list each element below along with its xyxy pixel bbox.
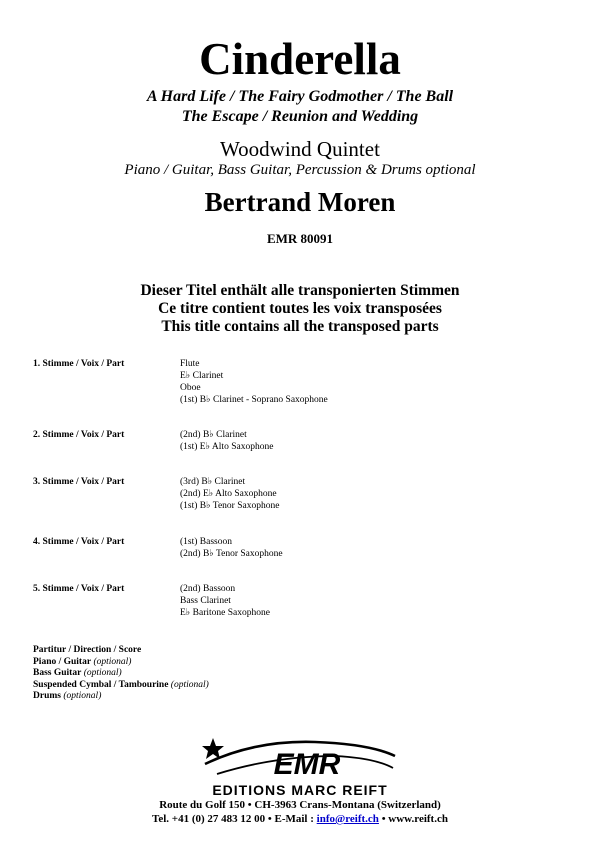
instrument-item: (3rd) B♭ Clarinet xyxy=(180,477,246,487)
instrument-item: (1st) B♭ Clarinet - Soprano Saxophone xyxy=(180,395,328,405)
publisher-address: Route du Golf 150 • CH-3963 Crans-Montana (Switzerland) xyxy=(159,799,441,811)
extra-item: Piano / Guitar (optional) xyxy=(33,656,132,667)
ensemble-label: Woodwind Quintet xyxy=(220,137,380,161)
instrument-item: (2nd) B♭ Tenor Saxophone xyxy=(180,549,283,559)
transposed-notice-en: This title contains all the transposed parts xyxy=(161,318,439,335)
part-3-instruments xyxy=(180,476,279,512)
transposed-notice-fr: Ce titre contient toutes les voix transposées xyxy=(158,300,442,317)
extra-item: Suspended Cymbal / Tambourine (optional) xyxy=(33,679,209,690)
instrument-item: Oboe xyxy=(180,383,201,393)
logo-emr-text: EMR xyxy=(273,748,341,781)
page-title: Cinderella xyxy=(199,34,401,84)
instrument-item: (2nd) Bassoon xyxy=(180,584,236,594)
logo-publisher-name: EDITIONS MARC REIFT xyxy=(212,782,388,798)
contact-phone: Tel. +41 (0) 27 483 12 00 • E-Mail : xyxy=(152,813,317,825)
publisher-contact xyxy=(0,812,600,826)
part-4-instruments xyxy=(180,536,283,560)
extra-item: Bass Guitar (optional) xyxy=(33,668,122,679)
part-2-label: 2. Stimme / Voix / Part xyxy=(33,430,125,440)
part-1-label: 1. Stimme / Voix / Part xyxy=(33,359,125,369)
instrument-item: (1st) E♭ Alto Saxophone xyxy=(180,442,274,452)
instrument-item: E♭ Clarinet xyxy=(180,371,224,381)
instrument-item: Flute xyxy=(180,359,200,369)
instrument-item: (2nd) B♭ Clarinet xyxy=(180,430,247,440)
transposed-notice-de: Dieser Titel enthält alle transponierten Stimmen xyxy=(140,282,460,299)
part-3-label: 3. Stimme / Voix / Part xyxy=(33,477,125,487)
movements-line-2: The Escape / Reunion and Wedding xyxy=(181,108,419,125)
publisher-logo xyxy=(165,734,435,798)
instrument-item: (2nd) E♭ Alto Saxophone xyxy=(180,489,277,499)
score-and-optional-parts xyxy=(33,645,209,703)
movements-line-1: A Hard Life / The Fairy Godmother / The Ball xyxy=(146,88,454,105)
email-link[interactable]: info@reift.ch xyxy=(316,813,379,825)
instrument-item: E♭ Baritone Saxophone xyxy=(180,608,270,618)
part-5-instruments xyxy=(180,583,270,619)
catalog-number: EMR 80091 xyxy=(266,231,334,246)
instrument-item: (1st) B♭ Tenor Saxophone xyxy=(180,501,280,511)
instrument-item: Bass Clarinet xyxy=(180,596,231,606)
instrument-item: (1st) Bassoon xyxy=(180,537,232,547)
part-4-label: 4. Stimme / Voix / Part xyxy=(33,537,125,547)
extra-item: Partitur / Direction / Score xyxy=(33,645,142,655)
part-5-label: 5. Stimme / Voix / Part xyxy=(33,584,125,594)
optional-instruments-label: Piano / Guitar, Bass Guitar, Percussion & Drums optional xyxy=(124,162,476,178)
part-2-instruments xyxy=(180,429,273,453)
extra-item: Drums (optional) xyxy=(33,691,102,702)
composer-name: Bertrand Moren xyxy=(204,187,396,217)
website-text: • www.reift.ch xyxy=(378,813,448,825)
part-1-instruments xyxy=(180,358,328,406)
